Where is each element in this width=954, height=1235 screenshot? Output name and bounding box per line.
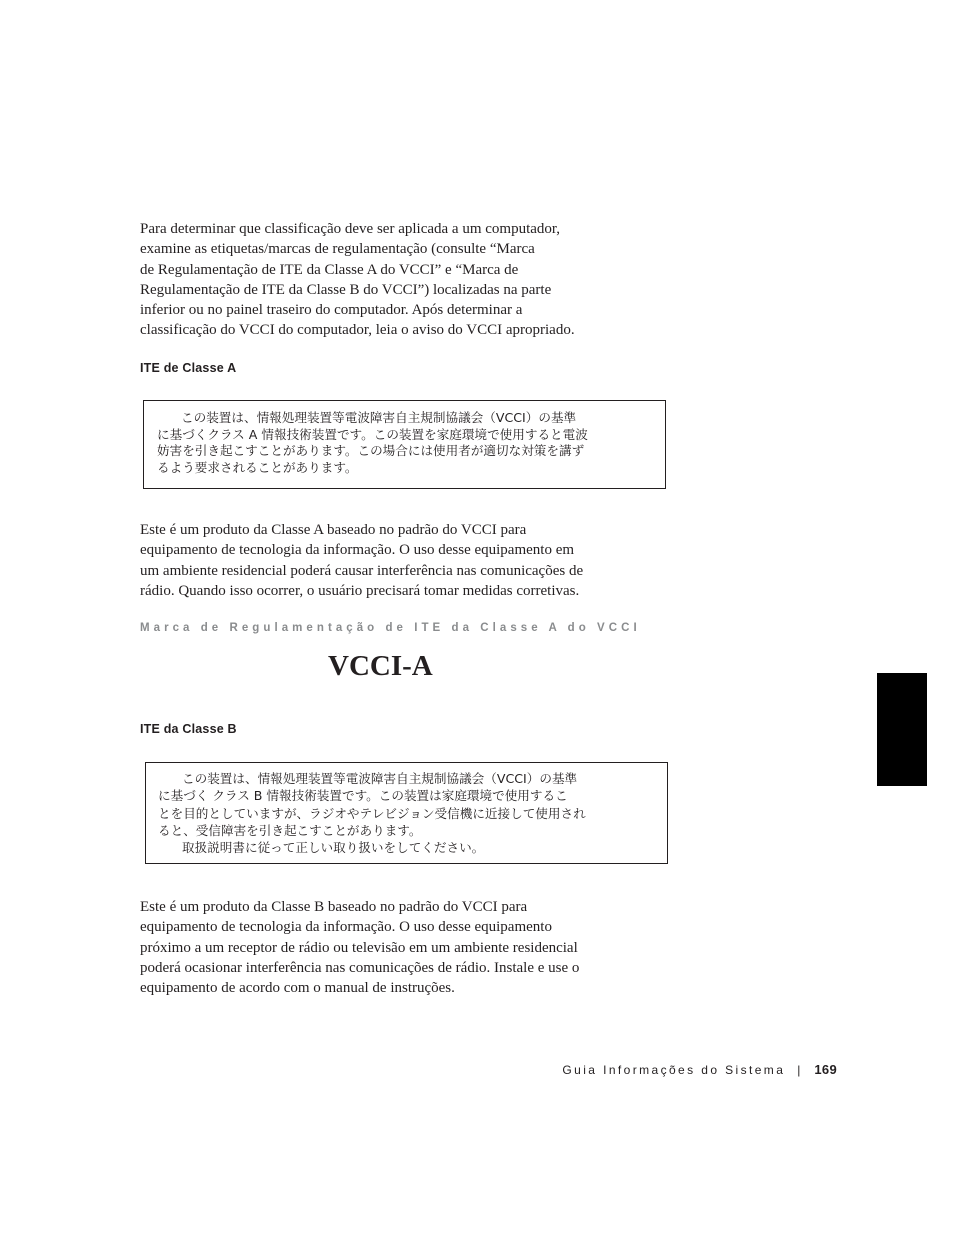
japanese-line: 取扱説明書に従って正しい取り扱いをしてください。 — [182, 840, 485, 856]
footer-guide-title: Guia Informações do Sistema — [562, 1063, 786, 1077]
japanese-line: とを目的としていますが、ラジオやテレビジョン受信機に近接して使用され — [158, 805, 586, 821]
class-b-line: poderá ocasionar interferência nas comunicações de rádio. Instale e use o — [140, 959, 580, 976]
intro-line: examine as etiquetas/marcas de regulamentação (consulte “Marca — [140, 241, 535, 258]
class-a-line: rádio. Quando isso ocorrer, o usuário precisará tomar medidas corretivas. — [140, 582, 580, 599]
class-a-line: Este é um produto da Classe A baseado no padrão do VCCI para — [140, 522, 527, 538]
page-footer — [0, 1062, 837, 1077]
footer-separator: | — [797, 1063, 801, 1077]
class-b-line: equipamento de acordo com o manual de instruções. — [140, 980, 455, 997]
class-a-paragraph — [140, 520, 640, 601]
class-b-japanese-notice — [145, 762, 668, 864]
intro-line: Regulamentação de ITE da Classe B do VCCI”) localizadas na parte — [140, 281, 552, 298]
vcci-a-mark: VCCI-A — [328, 650, 433, 682]
japanese-line: この装置は、情報処理装置等電波障害自主規制協議会（VCCI）の基準 — [182, 771, 578, 786]
page-number: 169 — [814, 1062, 837, 1077]
japanese-line: に基づく クラス B 情報技術装置です。この装置は家庭環境で使用するこ — [158, 788, 568, 804]
japanese-line: に基づくクラス A 情報技術装置です。この装置を家庭環境で使用すると電波 — [157, 426, 588, 442]
class-b-line: Este é um produto da Classe B baseado no padrão do VCCI para — [140, 899, 528, 915]
intro-line: Para determinar que classificação deve ser aplicada a um computador, — [140, 221, 561, 237]
japanese-line: この装置は、情報処理装置等電波障害自主規制協議会（VCCI）の基準 — [181, 410, 577, 425]
intro-line: inferior ou no painel traseiro do computador. Após determinar a — [140, 302, 523, 319]
japanese-line: 妨害を引き起こすことがあります。この場合には使用者が適切な対策を講ず — [157, 443, 585, 459]
class-a-line: equipamento de tecnologia da informação. O uso desse equipamento em — [140, 542, 575, 559]
intro-line: de Regulamentação de ITE da Classe A do VCCI” e “Marca de — [140, 261, 519, 278]
intro-line: classificação do VCCI do computador, leia o aviso do VCCI apropriado. — [140, 322, 575, 339]
class-a-mark-caption: Marca de Regulamentação de ITE da Classe A do VCCI — [140, 622, 641, 634]
class-b-paragraph — [140, 897, 640, 998]
section-thumb-tab — [877, 673, 927, 786]
class-b-line: próximo a um receptor de rádio ou televisão em um ambiente residencial — [140, 939, 578, 956]
japanese-line: ると、受信障害を引き起こすことがあります。 — [158, 822, 422, 838]
class-a-line: um ambiente residencial poderá causar interferência nas comunicações de — [140, 562, 584, 579]
class-b-line: equipamento de tecnologia da informação. O uso desse equipamento — [140, 919, 552, 936]
class-a-heading: ITE de Classe A — [140, 361, 237, 375]
intro-paragraph — [140, 219, 640, 341]
class-b-heading: ITE da Classe B — [140, 722, 237, 736]
japanese-line: るよう要求されることがあります。 — [157, 460, 358, 476]
class-a-japanese-notice — [143, 400, 666, 489]
